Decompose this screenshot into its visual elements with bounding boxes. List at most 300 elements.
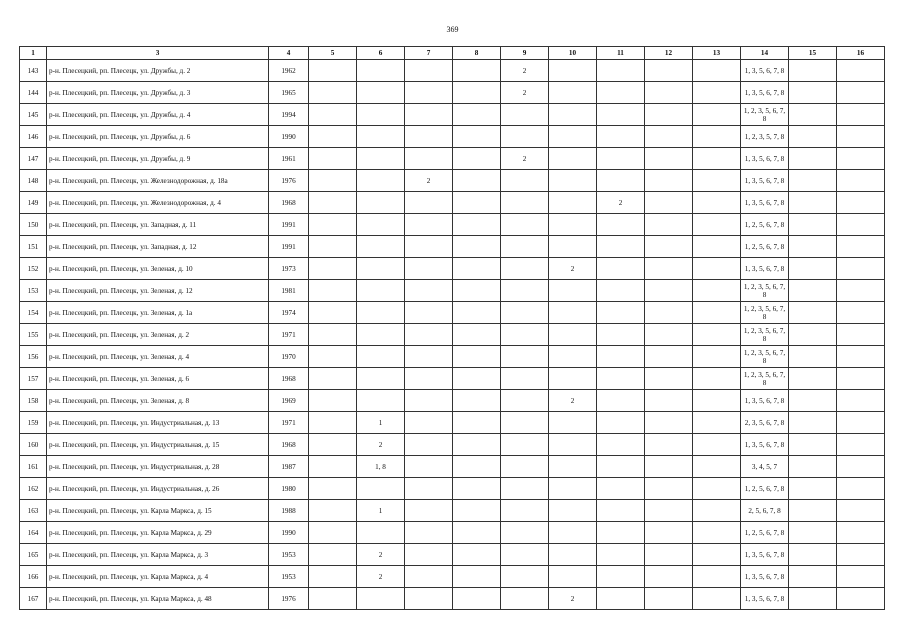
table-cell-c11 [597,522,645,544]
table-cell-c10 [549,566,597,588]
table-cell-c5 [309,456,357,478]
column-header: 3 [47,47,269,60]
table-cell-c15 [789,368,837,390]
table-cell-c5 [309,412,357,434]
table-cell-c3: р-н. Плесецкий, рп. Плесецк, ул. Зеленая, д. 2 [47,324,269,346]
table-cell-c6 [357,148,405,170]
table-cell-c5 [309,148,357,170]
table-cell-c6 [357,368,405,390]
table-cell-c8 [453,346,501,368]
table-cell-c9 [501,280,549,302]
table-cell-c14: 2, 3, 5, 6, 7, 8 [741,412,789,434]
column-header: 12 [645,47,693,60]
table-cell-c13 [693,60,741,82]
table-cell-c16 [837,544,885,566]
table-row [20,280,885,302]
table-cell-c3: р-н. Плесецкий, рп. Плесецк, ул. Карла Маркса, д. 3 [47,544,269,566]
table-cell-c5 [309,258,357,280]
table-cell-c3: р-н. Плесецкий, рп. Плесецк, ул. Зеленая, д. 10 [47,258,269,280]
table-cell-c16 [837,236,885,258]
table-cell-c1: 144 [20,82,47,104]
column-header: 4 [269,47,309,60]
building-registry-table [19,46,885,610]
table-cell-c12 [645,126,693,148]
table-cell-c11 [597,412,645,434]
table-row [20,522,885,544]
table-row [20,126,885,148]
table-cell-c13 [693,302,741,324]
table-cell-c6: 2 [357,566,405,588]
table-cell-c3: р-н. Плесецкий, рп. Плесецк, ул. Зеленая, д. 4 [47,346,269,368]
table-cell-c13 [693,412,741,434]
table-cell-c11 [597,148,645,170]
table-row [20,346,885,368]
table-cell-c5 [309,104,357,126]
table-cell-c14: 1, 3, 5, 6, 7, 8 [741,192,789,214]
table-cell-c8 [453,126,501,148]
table-cell-c12 [645,346,693,368]
table-cell-c4: 1953 [269,544,309,566]
table-cell-c8 [453,478,501,500]
table-cell-c14: 1, 3, 5, 6, 7, 8 [741,258,789,280]
table-cell-c15 [789,500,837,522]
table-cell-c9 [501,412,549,434]
table-cell-c3: р-н. Плесецкий, рп. Плесецк, ул. Западная, д. 12 [47,236,269,258]
table-cell-c16 [837,302,885,324]
table-cell-c1: 166 [20,566,47,588]
table-cell-c6 [357,390,405,412]
column-header: 13 [693,47,741,60]
table-cell-c4: 1994 [269,104,309,126]
table-cell-c8 [453,258,501,280]
table-cell-c6 [357,126,405,148]
table-cell-c14: 1, 2, 5, 6, 7, 8 [741,236,789,258]
table-cell-c14: 1, 2, 3, 5, 6, 7, 8 [741,302,789,324]
table-cell-c15 [789,60,837,82]
table-cell-c14: 1, 3, 5, 6, 7, 8 [741,82,789,104]
table-cell-c13 [693,544,741,566]
table-cell-c10 [549,302,597,324]
table-cell-c3: р-н. Плесецкий, рп. Плесецк, ул. Индустриальная, д. 13 [47,412,269,434]
table-cell-c10 [549,236,597,258]
table-cell-c13 [693,170,741,192]
table-cell-c1: 143 [20,60,47,82]
table-cell-c13 [693,478,741,500]
table-cell-c6 [357,258,405,280]
table-cell-c12 [645,104,693,126]
table-cell-c11 [597,258,645,280]
column-header: 11 [597,47,645,60]
table-cell-c7 [405,302,453,324]
table-cell-c4: 1973 [269,258,309,280]
table-cell-c8 [453,192,501,214]
table-cell-c4: 1969 [269,390,309,412]
table-cell-c12 [645,456,693,478]
table-cell-c7 [405,566,453,588]
table-cell-c8 [453,588,501,610]
table-cell-c1: 145 [20,104,47,126]
table-cell-c11 [597,478,645,500]
table-cell-c9 [501,192,549,214]
table-row [20,412,885,434]
table-cell-c3: р-н. Плесецкий, рп. Плесецк, ул. Индустриальная, д. 26 [47,478,269,500]
table-cell-c16 [837,126,885,148]
table-cell-c10 [549,522,597,544]
table-cell-c1: 153 [20,280,47,302]
table-cell-c12 [645,60,693,82]
table-cell-c11 [597,280,645,302]
table-cell-c8 [453,390,501,412]
table-cell-c8 [453,566,501,588]
table-cell-c6: 1 [357,412,405,434]
table-cell-c4: 1971 [269,324,309,346]
table-cell-c4: 1968 [269,434,309,456]
table-cell-c14: 1, 2, 3, 5, 6, 7, 8 [741,324,789,346]
table-cell-c7 [405,456,453,478]
table-cell-c10 [549,544,597,566]
table-row [20,214,885,236]
table-cell-c15 [789,346,837,368]
table-cell-c11 [597,236,645,258]
table-cell-c6 [357,60,405,82]
table-cell-c7 [405,346,453,368]
table-cell-c7 [405,544,453,566]
table-cell-c5 [309,566,357,588]
table-cell-c16 [837,192,885,214]
table-cell-c11 [597,346,645,368]
table-cell-c5 [309,192,357,214]
table-cell-c8 [453,324,501,346]
table-cell-c12 [645,214,693,236]
table-cell-c14: 1, 2, 3, 5, 6, 7, 8 [741,104,789,126]
table-cell-c16 [837,566,885,588]
table-cell-c12 [645,280,693,302]
table-cell-c1: 163 [20,500,47,522]
table-cell-c5 [309,302,357,324]
table-cell-c3: р-н. Плесецкий, рп. Плесецк, ул. Железнодорожная, д. 4 [47,192,269,214]
table-cell-c3: р-н. Плесецкий, рп. Плесецк, ул. Зеленая, д. 1а [47,302,269,324]
table-cell-c11 [597,390,645,412]
table-cell-c7 [405,192,453,214]
table-cell-c12 [645,324,693,346]
table-cell-c16 [837,368,885,390]
table-cell-c16 [837,60,885,82]
table-cell-c11 [597,302,645,324]
table-cell-c15 [789,104,837,126]
table-cell-c8 [453,60,501,82]
table-cell-c15 [789,478,837,500]
table-cell-c1: 156 [20,346,47,368]
table-cell-c1: 162 [20,478,47,500]
table-cell-c15 [789,214,837,236]
table-cell-c15 [789,588,837,610]
table-cell-c15 [789,236,837,258]
table-cell-c8 [453,500,501,522]
table-cell-c16 [837,390,885,412]
table-cell-c6 [357,236,405,258]
table-cell-c7 [405,60,453,82]
table-cell-c12 [645,236,693,258]
table-cell-c3: р-н. Плесецкий, рп. Плесецк, ул. Дружбы, д. 9 [47,148,269,170]
table-cell-c3: р-н. Плесецкий, рп. Плесецк, ул. Карла Маркса, д. 4 [47,566,269,588]
table-cell-c10 [549,324,597,346]
table-cell-c5 [309,126,357,148]
table-cell-c12 [645,148,693,170]
column-header: 6 [357,47,405,60]
table-row [20,478,885,500]
table-cell-c15 [789,148,837,170]
table-cell-c14: 1, 3, 5, 6, 7, 8 [741,566,789,588]
table-cell-c4: 1991 [269,236,309,258]
table-cell-c9 [501,368,549,390]
table-cell-c8 [453,456,501,478]
table-cell-c6 [357,170,405,192]
table-cell-c6 [357,82,405,104]
table-cell-c16 [837,170,885,192]
table-cell-c9 [501,566,549,588]
table-cell-c15 [789,126,837,148]
table-cell-c10 [549,148,597,170]
table-cell-c4: 1968 [269,368,309,390]
table-cell-c4: 1968 [269,192,309,214]
table-row [20,588,885,610]
table-row [20,544,885,566]
table-cell-c6 [357,324,405,346]
table-cell-c15 [789,544,837,566]
table-row [20,258,885,280]
table-cell-c9: 2 [501,82,549,104]
table-cell-c6: 1 [357,500,405,522]
table-cell-c14: 1, 3, 5, 6, 7, 8 [741,588,789,610]
table-cell-c15 [789,434,837,456]
column-header: 15 [789,47,837,60]
table-cell-c11 [597,368,645,390]
table-cell-c9 [501,500,549,522]
table-cell-c10 [549,104,597,126]
table-cell-c5 [309,170,357,192]
table-cell-c16 [837,434,885,456]
table-cell-c5 [309,390,357,412]
table-cell-c9 [501,390,549,412]
table-cell-c12 [645,170,693,192]
table-cell-c7 [405,522,453,544]
table-cell-c1: 147 [20,148,47,170]
table-cell-c13 [693,588,741,610]
table-cell-c9 [501,522,549,544]
table-cell-c4: 1981 [269,280,309,302]
table-cell-c7 [405,258,453,280]
table-cell-c3: р-н. Плесецкий, рп. Плесецк, ул. Железнодорожная, д. 18а [47,170,269,192]
table-cell-c10: 2 [549,390,597,412]
table-cell-c9 [501,236,549,258]
table-cell-c14: 1, 2, 5, 6, 7, 8 [741,478,789,500]
table-cell-c4: 1988 [269,500,309,522]
column-header: 10 [549,47,597,60]
table-cell-c7 [405,412,453,434]
table-cell-c11 [597,566,645,588]
table-cell-c9 [501,434,549,456]
table-cell-c14: 1, 2, 5, 6, 7, 8 [741,522,789,544]
table-cell-c7 [405,368,453,390]
table-row [20,192,885,214]
table-cell-c15 [789,170,837,192]
table-cell-c16 [837,258,885,280]
table-cell-c1: 165 [20,544,47,566]
table-row [20,456,885,478]
table-cell-c5 [309,82,357,104]
table-cell-c5 [309,368,357,390]
table-row [20,434,885,456]
table-cell-c3: р-н. Плесецкий, рп. Плесецк, ул. Дружбы, д. 3 [47,82,269,104]
table-cell-c3: р-н. Плесецкий, рп. Плесецк, ул. Карла Маркса, д. 15 [47,500,269,522]
table-cell-c14: 1, 2, 5, 6, 7, 8 [741,214,789,236]
table-row [20,390,885,412]
table-cell-c5 [309,324,357,346]
table-cell-c7 [405,82,453,104]
table-cell-c12 [645,412,693,434]
table-cell-c1: 149 [20,192,47,214]
table-cell-c10 [549,280,597,302]
table-cell-c6 [357,478,405,500]
table-cell-c13 [693,192,741,214]
table-cell-c9 [501,302,549,324]
column-header: 1 [20,47,47,60]
table-cell-c13 [693,236,741,258]
table-cell-c10 [549,170,597,192]
table-cell-c14: 1, 2, 3, 5, 6, 7, 8 [741,280,789,302]
table-cell-c9 [501,346,549,368]
table-header-row [20,47,885,60]
table-cell-c16 [837,500,885,522]
table-cell-c10 [549,60,597,82]
table-row [20,324,885,346]
table-cell-c11: 2 [597,192,645,214]
table-cell-c6 [357,214,405,236]
table-cell-c10 [549,214,597,236]
table-cell-c14: 1, 3, 5, 6, 7, 8 [741,390,789,412]
table-cell-c9 [501,544,549,566]
column-header: 14 [741,47,789,60]
table-cell-c10 [549,434,597,456]
table-cell-c15 [789,280,837,302]
table-cell-c11 [597,434,645,456]
table-cell-c8 [453,368,501,390]
table-cell-c5 [309,280,357,302]
table-cell-c11 [597,214,645,236]
table-cell-c16 [837,522,885,544]
table-cell-c10 [549,82,597,104]
table-cell-c3: р-н. Плесецкий, рп. Плесецк, ул. Индустриальная, д. 15 [47,434,269,456]
table-cell-c14: 1, 2, 3, 5, 6, 7, 8 [741,368,789,390]
table-cell-c6 [357,192,405,214]
table-cell-c7 [405,214,453,236]
table-cell-c11 [597,82,645,104]
table-row [20,368,885,390]
table-cell-c12 [645,588,693,610]
table-cell-c7 [405,478,453,500]
table-cell-c3: р-н. Плесецкий, рп. Плесецк, ул. Индустриальная, д. 28 [47,456,269,478]
table-cell-c14: 1, 3, 5, 6, 7, 8 [741,434,789,456]
table-cell-c14: 1, 2, 3, 5, 6, 7, 8 [741,346,789,368]
table-cell-c8 [453,522,501,544]
table-cell-c11 [597,104,645,126]
table-cell-c12 [645,478,693,500]
table-cell-c1: 146 [20,126,47,148]
table-cell-c14: 1, 3, 5, 6, 7, 8 [741,148,789,170]
table-cell-c1: 151 [20,236,47,258]
table-cell-c11 [597,544,645,566]
table-cell-c7 [405,104,453,126]
table-cell-c12 [645,82,693,104]
table-cell-c14: 2, 5, 6, 7, 8 [741,500,789,522]
table-cell-c9 [501,478,549,500]
table-cell-c7 [405,324,453,346]
table-cell-c16 [837,104,885,126]
table-cell-c7 [405,500,453,522]
table-cell-c7 [405,148,453,170]
table-cell-c13 [693,522,741,544]
table-cell-c13 [693,258,741,280]
table-cell-c1: 152 [20,258,47,280]
table-cell-c5 [309,60,357,82]
table-row [20,566,885,588]
column-header: 7 [405,47,453,60]
table-cell-c7 [405,236,453,258]
table-cell-c8 [453,544,501,566]
table-cell-c8 [453,280,501,302]
table-body [20,60,885,610]
table-cell-c5 [309,236,357,258]
table-cell-c12 [645,258,693,280]
table-cell-c10 [549,126,597,148]
table-cell-c13 [693,82,741,104]
table-cell-c16 [837,148,885,170]
table-cell-c8 [453,148,501,170]
table-cell-c12 [645,522,693,544]
table-cell-c16 [837,412,885,434]
column-header: 5 [309,47,357,60]
table-cell-c13 [693,280,741,302]
table-cell-c13 [693,126,741,148]
table-cell-c3: р-н. Плесецкий, рп. Плесецк, ул. Карла Маркса, д. 29 [47,522,269,544]
table-cell-c3: р-н. Плесецкий, рп. Плесецк, ул. Карла Маркса, д. 48 [47,588,269,610]
table-cell-c13 [693,566,741,588]
table-cell-c4: 1990 [269,126,309,148]
table-cell-c10 [549,346,597,368]
page-number: 369 [446,25,459,34]
table-cell-c12 [645,544,693,566]
table-cell-c9 [501,126,549,148]
table-row [20,104,885,126]
table-cell-c13 [693,434,741,456]
table-cell-c10 [549,412,597,434]
table-cell-c6: 2 [357,434,405,456]
table-row [20,236,885,258]
table-cell-c10 [549,192,597,214]
table-cell-c1: 159 [20,412,47,434]
table-cell-c9 [501,104,549,126]
table-cell-c7 [405,390,453,412]
table-row [20,500,885,522]
table-cell-c1: 148 [20,170,47,192]
table-cell-c5 [309,434,357,456]
table-cell-c12 [645,500,693,522]
table-cell-c5 [309,478,357,500]
table-cell-c9 [501,214,549,236]
table-cell-c16 [837,214,885,236]
table-cell-c12 [645,566,693,588]
table-cell-c6 [357,280,405,302]
